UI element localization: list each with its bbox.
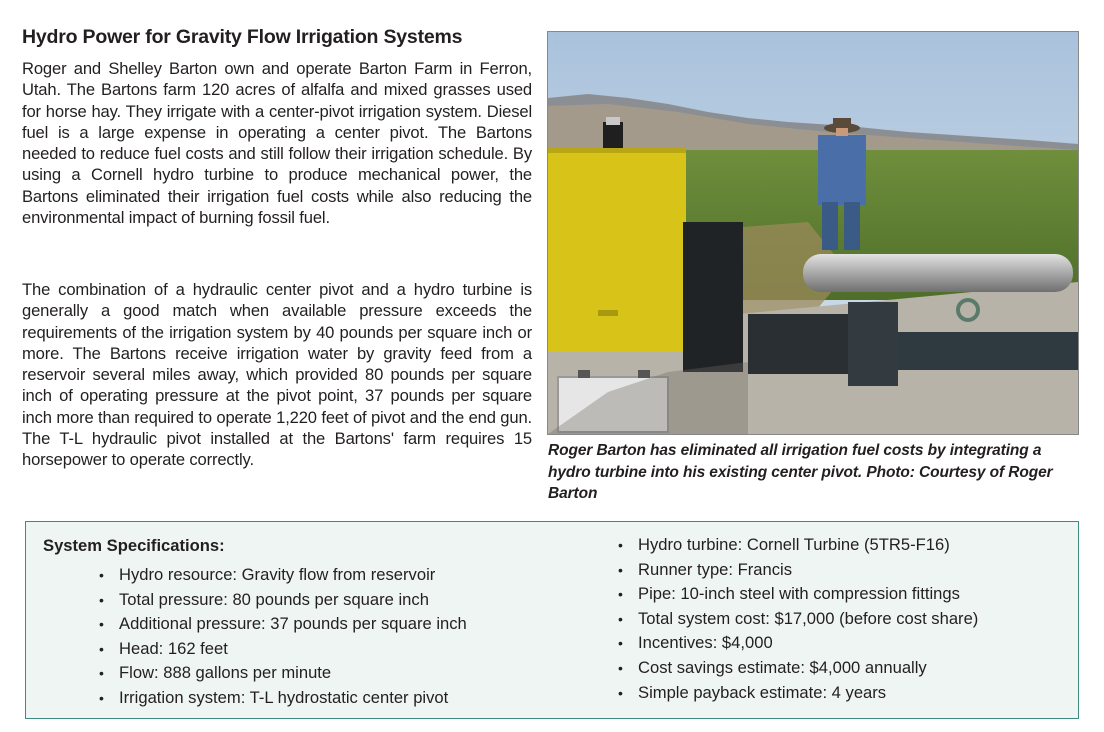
spec-item: • Total pressure: 80 pounds per square inch	[99, 588, 467, 613]
paragraph-1: Roger and Shelley Barton own and operate Barton Farm in Ferron, Utah. The Bartons farm 120 acres of alfalfa and mixed grasses used for horse hay. They irrigate with a center-pivot irrigation system. Diesel fuel is a large expense in operating a center pivot. The Bartons needed to reduce fuel costs and still follow their irrigation schedule. By using a Cornell hydro turbine to produce mechanical power, the Bartons eliminated their irrigation fuel costs while also reducing the environmental impact of burning fossil fuel.	[22, 59, 532, 228]
spec-item: • Hydro resource: Gravity flow from reservoir	[99, 563, 467, 588]
spec-item: • Runner type: Francis	[618, 558, 978, 583]
spec-item: • Simple payback estimate: 4 years	[618, 681, 978, 706]
farm-photo-illustration	[548, 32, 1078, 434]
system-specifications-box	[25, 521, 1079, 719]
photo-caption: Roger Barton has eliminated all irrigation fuel costs by integrating a hydro turbine into his existing center pivot. Photo: Courtesy of Roger Barton	[548, 442, 1053, 502]
spec-item: • Flow: 888 gallons per minute	[99, 661, 467, 686]
spec-item: • Incentives: $4,000	[618, 631, 978, 656]
specs-right-list	[618, 533, 978, 705]
spec-item: • Hydro turbine: Cornell Turbine (5TR5-F16)	[618, 533, 978, 558]
spec-item: • Total system cost: $17,000 (before cost share)	[618, 607, 978, 632]
spec-item: • Pipe: 10-inch steel with compression fittings	[618, 582, 978, 607]
spec-item: • Irrigation system: T-L hydrostatic center pivot	[99, 686, 467, 711]
farm-photo	[547, 31, 1079, 435]
paragraph-2: The combination of a hydraulic center pivot and a hydro turbine is generally a good match when available pressure exceeds the requirements of the irrigation system by 40 pounds per square inch or more. The Bartons receive irrigation water by gravity feed from a reservoir several miles away, which provided 80 pounds per square inch of operating pressure at the pivot point, 37 pounds per square inch more than required to operate 1,220 feet of pivot and the end gun. The T-L hydraulic pivot installed at the Bartons' farm requires 15 horsepower to operate correctly.	[22, 280, 532, 470]
spec-item: • Additional pressure: 37 pounds per square inch	[99, 612, 467, 637]
article-title: Hydro Power for Gravity Flow Irrigation Systems	[22, 26, 463, 48]
specs-left-list	[99, 563, 467, 711]
spec-item: • Cost savings estimate: $4,000 annually	[618, 656, 978, 681]
specs-heading: System Specifications:	[43, 536, 225, 555]
spec-item: • Head: 162 feet	[99, 637, 467, 662]
